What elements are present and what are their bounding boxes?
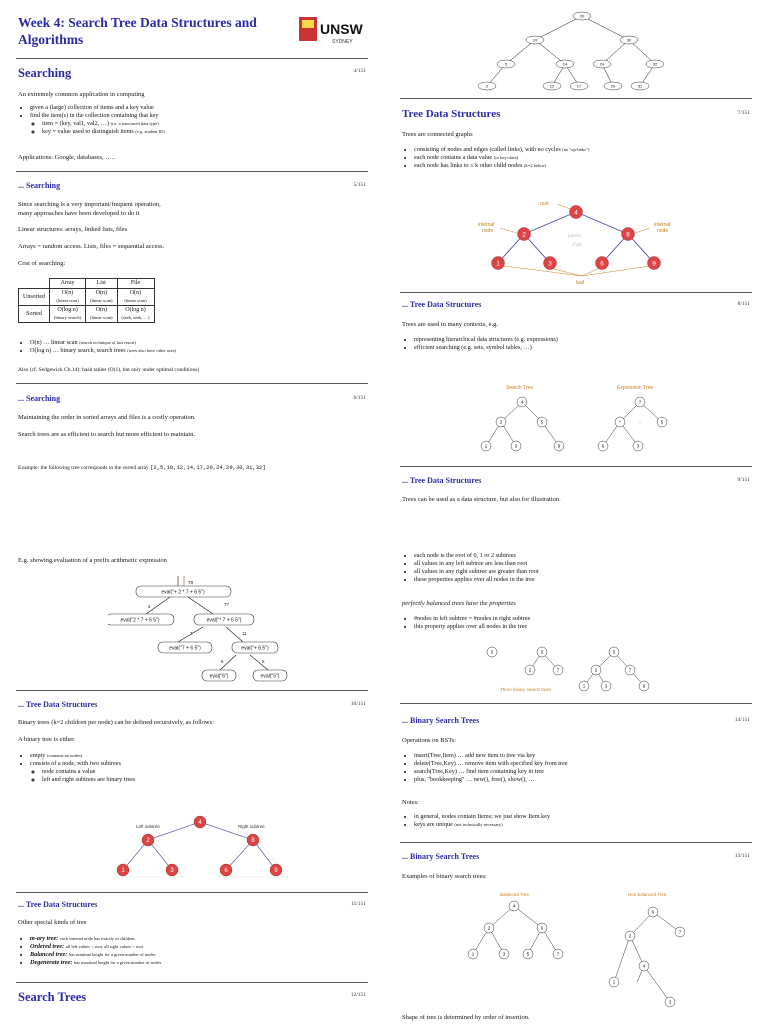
line: Since searching is a very important/frequent operation,: [18, 201, 161, 208]
tree-node: 2: [485, 83, 489, 89]
bullet-text: O(log n) … binary search, search trees: [30, 347, 126, 354]
table-cell: [117, 306, 154, 323]
tree-node: 9: [642, 683, 646, 689]
tree-node: 32: [652, 61, 658, 67]
tree-node: 7: [556, 667, 560, 673]
tree-node: 5: [490, 649, 494, 655]
tree-node: 5: [540, 649, 544, 655]
bullet-text: consists of a node, with two subtrees: [30, 760, 121, 767]
note: (not technically necessary): [454, 822, 503, 827]
slide-14-notes: Notes:: [402, 799, 419, 806]
cost-table: [18, 278, 155, 323]
tree-node: 5: [660, 419, 664, 425]
note: (or key+data): [493, 155, 519, 160]
slide-11-p1: Other special kinds of tree: [18, 919, 87, 926]
definition: all left values < root, all right values > root: [65, 944, 144, 949]
definition: has maximal height for a given number of nodes: [73, 960, 162, 965]
table-cell: [50, 289, 86, 306]
tree-node: 4: [198, 820, 202, 826]
search-tree-label: Search Tree: [506, 385, 534, 391]
term: m-ary tree:: [30, 935, 59, 942]
tree-node: 8: [251, 838, 255, 844]
balanced-bullets: [402, 615, 752, 631]
bullet: [30, 112, 368, 136]
slide-5-p3: Linear structures: arrays, linked lists, files: [18, 226, 128, 233]
bullet: • these properties applies over all nodes in the tree: [414, 576, 752, 584]
table-header-row: [19, 279, 155, 289]
slide-5-p5: Cost of searching:: [18, 260, 66, 267]
eval-value: 77: [224, 602, 230, 607]
eval-value: 6: [221, 659, 224, 664]
eval-node: eval("6"): [209, 673, 229, 680]
tree-node: 7: [628, 667, 632, 673]
balanced-intro: perfectly balanced trees have the properties: [402, 600, 516, 607]
table-header: List: [86, 279, 117, 289]
expression-tree-label: Expression Tree: [617, 385, 654, 391]
slide-9-page: 9/151: [737, 477, 750, 483]
slide-10-page: 10/151: [350, 701, 366, 707]
tree-node: 5: [540, 419, 544, 425]
cell-note: (linear scan): [90, 315, 113, 320]
tree-node: 7: [678, 929, 682, 935]
eval-node: eval("2 * 7 + 6 5"): [120, 617, 160, 624]
internal-label: internal: [478, 222, 495, 228]
tree-node: 4: [642, 963, 646, 969]
tree-node: ?: [638, 399, 642, 405]
slide-7-p1: Trees are connected graphs: [402, 131, 473, 138]
tree-node: 3: [548, 260, 552, 268]
bullet-text: each node has links to ≤ k other child nodes: [414, 162, 523, 169]
slide-14-bullets: [402, 752, 752, 784]
slide-13-title: ... Binary Search Trees: [402, 852, 480, 861]
tree-node: 20: [579, 13, 585, 19]
slide-4-title: Searching: [18, 66, 72, 80]
tree-node: 1: [582, 683, 586, 689]
slide-8-page: 8/151: [737, 301, 750, 307]
tree-node: 31: [637, 83, 643, 89]
eval-intro: E.g. showing evaluation of a prefix arithmetic expression: [18, 557, 167, 564]
slide-11-bullets: [18, 935, 368, 967]
slide-6-p2: Search trees are as efficient to search but more efficient to maintain.: [18, 431, 195, 438]
slide-5-bullets: [18, 339, 368, 355]
bullet-text: find the item(s) in the collection containing that key: [30, 112, 159, 119]
logo-text: UNSW: [320, 21, 363, 37]
slide-10-p2: A binary tree is either: [18, 736, 75, 743]
table-row: [19, 289, 155, 306]
slide-6-p1: Maintaining the order in sorted arrays and files is a costly operation.: [18, 414, 196, 421]
slide-4-intro: An extremely common application in computing: [18, 91, 145, 98]
bullet: • search(Tree,Key) … find item containing key in tree: [414, 768, 752, 776]
document-title: [18, 14, 278, 48]
tree-node: 3: [636, 443, 640, 449]
tree-node: 2: [528, 667, 532, 673]
tree-node: 12: [549, 83, 555, 89]
tree-node: 9: [274, 868, 278, 874]
bullet-text: each node contains a data value: [414, 154, 493, 161]
eval-value: 5: [262, 659, 265, 664]
eval-node: eval("+ 6 5"): [241, 645, 269, 652]
tree-node: 5: [504, 61, 508, 67]
unsw-logo: [298, 16, 364, 46]
tree-node: +: [618, 419, 622, 425]
note: (i.e. a structured data type): [110, 121, 159, 126]
tree-node: 1: [496, 260, 500, 268]
tree-node: 2: [594, 667, 598, 673]
table-cell: [86, 289, 117, 306]
bullet-text: consisting of nodes and edges (called links), with no cycles: [414, 146, 561, 153]
table-cell: Sorted: [19, 306, 50, 323]
leaf-label: leaf: [576, 280, 585, 286]
slide-9-title: ... Tree Data Structures: [402, 476, 482, 485]
slide-8-bullets: [402, 336, 752, 352]
bullet-text: O(n) … linear scan: [30, 339, 78, 346]
cell-note: (linear scan): [56, 298, 79, 303]
tree-node: 6: [600, 260, 604, 268]
cell-value: O(log n): [125, 307, 146, 313]
table-cell: [86, 306, 117, 323]
bullet: • all values in any left subtree are less than root: [414, 560, 752, 568]
tree-node: 24: [599, 61, 605, 67]
tree-node: 3: [502, 951, 506, 957]
sorted-array: [2,5,10,12,14,17,20,24,29,30,31,32]: [150, 464, 266, 471]
tree-node: 3: [514, 443, 518, 449]
slide-5-also: Also (cf. Sedgewick Ch.14): hash tables (O(1), but only under optimal conditions): [18, 367, 200, 373]
tree-node: 4: [574, 209, 578, 217]
bullet: • each node is the root of 0, 1 or 2 subtrees: [414, 552, 752, 560]
tree-node: 1: [471, 951, 475, 957]
bullet: • in general, nodes contain Items; we just show Item.key: [414, 813, 752, 821]
sub-bullet: ◦ left and right subtrees are binary trees: [42, 776, 368, 784]
binary-tree-diagram: [108, 812, 308, 882]
slide-5-title: ... Searching: [18, 181, 61, 190]
bullet-text: keys are unique: [414, 821, 453, 828]
note: (e.g. student ID): [135, 129, 165, 134]
bullet: [30, 935, 368, 943]
parent-label: parent: [568, 233, 581, 238]
note: (k=2 below): [523, 163, 547, 168]
bst-examples-diagram: [464, 890, 704, 1008]
term: Balanced tree:: [30, 951, 68, 958]
bullet: • delete(Tree,Key) … remove item with specified key from tree: [414, 760, 752, 768]
tree-node: 8: [626, 231, 630, 239]
note: (trees also have other uses): [127, 348, 176, 353]
tree-node: 2: [499, 419, 503, 425]
note: (no "up-links"): [562, 147, 590, 152]
eval-value: 79: [188, 580, 194, 585]
tree-node: 6: [224, 868, 228, 874]
slide-10-bullets: [18, 752, 368, 784]
text: Example: the following tree corresponds to the sorted array: [18, 465, 149, 471]
bullet: • insert(Tree,Item) … add new item to tree via key: [414, 752, 752, 760]
slide-9-p1: Trees can be used as a data structure, but also for illustration.: [402, 496, 561, 503]
tree-node: 2: [522, 231, 526, 239]
term: Degenerate tree:: [30, 959, 73, 966]
slide-8-title: ... Tree Data Structures: [402, 300, 482, 309]
sorted-array-tree: [472, 8, 732, 92]
tree-node: 2: [487, 925, 491, 931]
slide-6-title: ... Searching: [18, 394, 61, 403]
sub-bullet: [42, 128, 368, 136]
tree-node: 9: [652, 260, 656, 268]
internal-label: internal: [654, 222, 671, 228]
tree-node: 6: [651, 909, 655, 915]
three-bst-diagram: [482, 644, 682, 696]
term: Ordered tree:: [30, 943, 65, 950]
tree-node: 30: [626, 37, 632, 43]
bullet: • representing hierarchical data structures (e.g. expressions): [414, 336, 752, 344]
cell-note: (seek, seek, …): [121, 315, 150, 320]
child-label: child: [572, 242, 582, 247]
right-page: [392, 0, 762, 1024]
eval-value: 2: [148, 604, 151, 609]
slide-7-page: 7/151: [737, 110, 750, 116]
bullet: [414, 162, 752, 170]
slide-8-p1: Trees are used in many contexts, e.g.: [402, 321, 498, 328]
slide-6-p3: [18, 463, 368, 473]
tree-node: 7: [556, 951, 560, 957]
three-bst-caption: Three binary search trees: [500, 687, 552, 692]
logo-sub: SYDNEY: [332, 39, 353, 45]
cell-note: (binary search): [54, 315, 82, 320]
cell-note: (linear scan): [124, 298, 147, 303]
table-header: File: [117, 279, 154, 289]
slide-14-note-bullets: [402, 813, 752, 829]
slide-11-title: ... Tree Data Structures: [18, 900, 98, 909]
table-header: [19, 279, 50, 289]
cell-note: (linear scan): [90, 298, 113, 303]
tree-node: 29: [610, 83, 616, 89]
tree-node: 2: [628, 933, 632, 939]
bullet: • given a (large) collection of items and a key value: [30, 104, 368, 112]
bullet: [414, 146, 752, 154]
root-label: root: [540, 201, 549, 207]
slide-13-p1: Examples of binary search trees:: [402, 873, 487, 880]
table-header: Array: [50, 279, 86, 289]
bullet: [414, 821, 752, 829]
slide-10-title: ... Tree Data Structures: [18, 700, 98, 709]
definition: has minimal height for a given number of nodes: [68, 952, 156, 957]
internal-label: node: [657, 228, 669, 234]
bullet: [30, 943, 368, 951]
slide-7-bullets: [402, 146, 752, 170]
slide-5-page: 5/151: [353, 182, 366, 188]
slide-4-page: 4/151: [353, 68, 366, 74]
eval-node: eval("* 7 + 6 5"): [206, 617, 242, 624]
sub-bullet: ◦ node contains a value: [42, 768, 368, 776]
slide-13-page: 13/151: [734, 853, 750, 859]
tree-node: 17: [576, 83, 582, 89]
slide-11-page: 11/151: [350, 901, 366, 907]
tree-node: 1: [121, 868, 125, 874]
line: many approaches have been developed to do it: [18, 210, 140, 217]
tree-node: 5: [526, 951, 530, 957]
cell-value: O(n): [95, 290, 107, 296]
bullet: • this property applies over all nodes in the tree: [414, 623, 752, 631]
search-expression-trees: [472, 380, 692, 460]
table-cell: [50, 306, 86, 323]
cell-value: O(n): [129, 290, 142, 296]
balanced-tree-label: Balanced Tree: [500, 892, 530, 897]
eval-node: eval("7 + 6 5"): [169, 645, 201, 652]
slide-4-bullets: [18, 104, 368, 136]
eval-node: eval("5"): [260, 673, 280, 680]
cell-value: O(n): [61, 290, 74, 296]
slide-5-p1: [18, 200, 368, 218]
non-balanced-tree-label: Non-balanced Tree: [628, 892, 667, 897]
slide-10-p1: Binary trees (k=2 children per node) can be defined recursively, as follows:: [18, 719, 215, 726]
sub-bullet: [42, 120, 368, 128]
eval-value: 11: [242, 631, 247, 636]
tree-node: 3: [604, 683, 608, 689]
bullet: [30, 339, 368, 347]
bullet: [30, 347, 368, 355]
bullet: [30, 752, 368, 760]
table-row: [19, 306, 155, 323]
slide-12-page: 12/151: [350, 992, 366, 998]
bullet: [30, 951, 368, 959]
title-line-1: Week 4: Search Tree Data Structures and: [18, 15, 257, 30]
definition: each internal node has exactly m children: [59, 936, 135, 941]
tree-node: 6: [540, 925, 544, 931]
tree-node: -: [639, 419, 641, 425]
slide-14-p1: Operations on BSTs:: [402, 737, 457, 744]
bullet: • plus, "bookkeeping" … new(), free(), show(), …: [414, 776, 752, 784]
slide-14-title: ... Binary Search Trees: [402, 716, 480, 725]
cell-value: O(n): [95, 307, 107, 313]
left-page: [8, 0, 378, 1024]
slide-4-apps: Applications: Google, databases, …..: [18, 154, 115, 161]
tree-node: 4: [512, 903, 516, 909]
eval-node: eval("+ 2 * 7 + 6 5"): [161, 589, 205, 596]
tree-node: 1: [612, 979, 616, 985]
bst-properties: [402, 552, 752, 584]
table-cell: [117, 289, 154, 306]
tree-node: 2: [146, 838, 150, 844]
sub-text: key = value used to distinguish items: [42, 128, 134, 135]
bullet: [30, 959, 368, 967]
bullet-text: empty: [30, 752, 46, 759]
bullet: [30, 760, 368, 784]
tree-node: 6: [601, 443, 605, 449]
table-cell: Unsorted: [19, 289, 50, 306]
slide-6-page: 6/151: [353, 395, 366, 401]
title-line-2: Algorithms: [18, 32, 84, 47]
left-subtree-label: Left subtree: [136, 824, 160, 829]
eval-value: 7: [190, 631, 193, 636]
tree-node: 5: [612, 649, 616, 655]
internal-label: node: [482, 228, 494, 234]
tree-node: 10: [532, 37, 538, 43]
slide-14-page: 14/151: [734, 717, 750, 723]
tree-node: 9: [557, 443, 561, 449]
annotated-tree-diagram: [472, 196, 692, 288]
tree-node: 14: [562, 61, 568, 67]
sub-text: item = (key, val1, val2, …): [42, 120, 110, 127]
eval-diagram: [108, 572, 308, 684]
cell-value: O(log n): [57, 307, 78, 313]
slide-7-title: Tree Data Structures: [402, 108, 501, 120]
right-subtree-label: Right subtree: [238, 824, 265, 829]
bullet: [414, 154, 752, 162]
slide-12-title: Search Trees: [18, 990, 87, 1004]
bullet: • all values in any right subtree are greater than root: [414, 568, 752, 576]
note: (search technique of last resort): [79, 340, 136, 345]
slide-5-p4: Arrays = random access. Lists, files = sequential access.: [18, 243, 165, 250]
tree-node: 4: [520, 399, 524, 405]
slide-13-footer: Shape of tree is determined by order of insertion.: [402, 1014, 530, 1021]
tree-node: 3: [668, 999, 672, 1005]
bullet: • #nodes in left subtree = #nodes in right subtree: [414, 615, 752, 623]
note: (contains no nodes): [47, 753, 83, 758]
tree-node: 1: [484, 443, 488, 449]
tree-node: 3: [170, 868, 174, 874]
bullet: • efficient searching (e.g. sets, symbol tables, …): [414, 344, 752, 352]
